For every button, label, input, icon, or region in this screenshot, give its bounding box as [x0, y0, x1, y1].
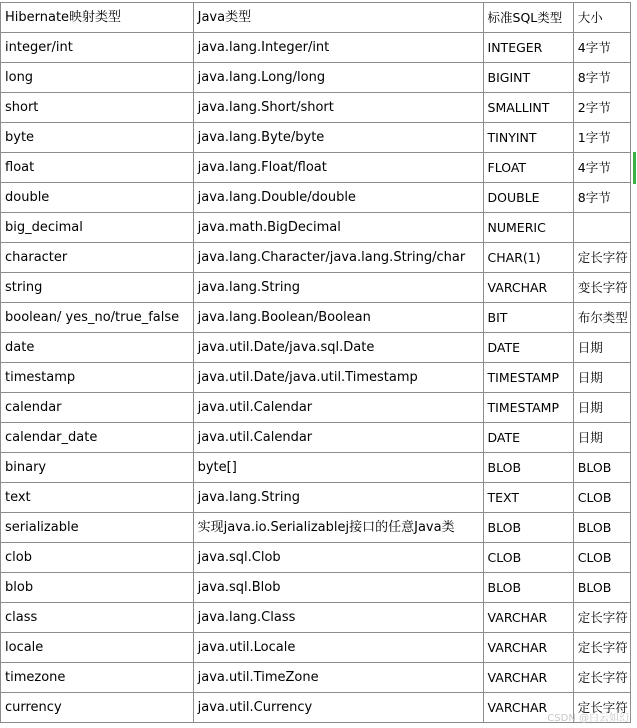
java-type-cell: java.lang.String [193, 273, 483, 303]
size-cell: 日期 [573, 333, 630, 363]
java-type-cell: java.lang.Short/short [193, 93, 483, 123]
sql-type-cell: DATE [483, 333, 573, 363]
table-row [1, 243, 631, 273]
size-cell: BLOB [573, 573, 630, 603]
java-type-cell: java.util.TimeZone [193, 663, 483, 693]
table-row [1, 393, 631, 423]
java-type-cell: java.sql.Blob [193, 573, 483, 603]
size-cell: 定长字符 [573, 663, 630, 693]
header-sql-type: 标准SQL类型 [483, 3, 573, 33]
java-type-cell: java.lang.Double/double [193, 183, 483, 213]
size-cell: 日期 [573, 393, 630, 423]
size-cell: 8字节 [573, 183, 630, 213]
table-row [1, 93, 631, 123]
table-row [1, 63, 631, 93]
table-row [1, 213, 631, 243]
hibernate-type-mapping-table [0, 2, 631, 723]
size-cell: 日期 [573, 363, 630, 393]
size-cell: 定长字符 [573, 633, 630, 663]
sql-type-cell: CLOB [483, 543, 573, 573]
sql-type-cell: CHAR(1) [483, 243, 573, 273]
java-type-cell: java.util.Calendar [193, 393, 483, 423]
hibernate-type-cell: currency [1, 693, 194, 723]
sql-type-cell: TEXT [483, 483, 573, 513]
hibernate-type-cell: timezone [1, 663, 194, 693]
table-header-row [1, 3, 631, 33]
hibernate-type-cell: short [1, 93, 194, 123]
sql-type-cell: BLOB [483, 453, 573, 483]
size-cell: CLOB [573, 543, 630, 573]
hibernate-type-cell: big_decimal [1, 213, 194, 243]
hibernate-type-cell: integer/int [1, 33, 194, 63]
table-row [1, 543, 631, 573]
size-cell: 定长字符 [573, 693, 630, 723]
table-row [1, 123, 631, 153]
hibernate-type-cell: locale [1, 633, 194, 663]
java-type-cell: java.lang.Boolean/Boolean [193, 303, 483, 333]
sql-type-cell: NUMERIC [483, 213, 573, 243]
table-row [1, 633, 631, 663]
java-type-cell: java.lang.String [193, 483, 483, 513]
java-type-cell: java.math.BigDecimal [193, 213, 483, 243]
size-cell: 变长字符 [573, 273, 630, 303]
hibernate-type-cell: byte [1, 123, 194, 153]
sql-type-cell: VARCHAR [483, 603, 573, 633]
table-row [1, 33, 631, 63]
hibernate-type-cell: date [1, 333, 194, 363]
hibernate-type-cell: class [1, 603, 194, 633]
java-type-cell: java.lang.Character/java.lang.String/char [193, 243, 483, 273]
table-row [1, 513, 631, 543]
size-cell: 8字节 [573, 63, 630, 93]
green-edge-marker [633, 152, 636, 184]
size-cell: BLOB [573, 513, 630, 543]
table-row [1, 303, 631, 333]
hibernate-type-cell: timestamp [1, 363, 194, 393]
java-type-cell: java.util.Date/java.util.Timestamp [193, 363, 483, 393]
table-body [1, 3, 631, 723]
table-row [1, 273, 631, 303]
hibernate-type-cell: long [1, 63, 194, 93]
sql-type-cell: BLOB [483, 513, 573, 543]
sql-type-cell: DATE [483, 423, 573, 453]
size-cell: 布尔类型 [573, 303, 630, 333]
watermark: CSDN @白云如幻 [547, 713, 629, 724]
table-row [1, 603, 631, 633]
java-type-cell: java.util.Date/java.sql.Date [193, 333, 483, 363]
sql-type-cell: VARCHAR [483, 273, 573, 303]
size-cell [573, 213, 630, 243]
sql-type-cell: VARCHAR [483, 693, 573, 723]
size-cell: 定长字符 [573, 243, 630, 273]
sql-type-cell: TIMESTAMP [483, 363, 573, 393]
size-cell: 1字节 [573, 123, 630, 153]
sql-type-cell: BLOB [483, 573, 573, 603]
hibernate-type-cell: calendar [1, 393, 194, 423]
size-cell: 4字节 [573, 33, 630, 63]
hibernate-type-cell: calendar_date [1, 423, 194, 453]
hibernate-type-cell: binary [1, 453, 194, 483]
java-type-cell: java.util.Locale [193, 633, 483, 663]
hibernate-type-cell: clob [1, 543, 194, 573]
hibernate-type-cell: string [1, 273, 194, 303]
java-type-cell: java.lang.Integer/int [193, 33, 483, 63]
table-row [1, 573, 631, 603]
sql-type-cell: VARCHAR [483, 663, 573, 693]
size-cell: BLOB [573, 453, 630, 483]
table-row [1, 663, 631, 693]
table-row [1, 183, 631, 213]
sql-type-cell: SMALLINT [483, 93, 573, 123]
sql-type-cell: DOUBLE [483, 183, 573, 213]
table-row [1, 333, 631, 363]
hibernate-type-cell: serializable [1, 513, 194, 543]
java-type-cell: java.lang.Class [193, 603, 483, 633]
size-cell: CLOB [573, 483, 630, 513]
java-type-cell: java.lang.Float/float [193, 153, 483, 183]
table-row [1, 453, 631, 483]
size-cell: 2字节 [573, 93, 630, 123]
size-cell: 4字节 [573, 153, 630, 183]
sql-type-cell: FLOAT [483, 153, 573, 183]
header-hibernate-type: Hibernate映射类型 [1, 3, 194, 33]
hibernate-type-cell: text [1, 483, 194, 513]
hibernate-type-cell: boolean/ yes_no/true_false [1, 303, 194, 333]
table-row [1, 693, 631, 723]
java-type-cell: java.util.Currency [193, 693, 483, 723]
sql-type-cell: INTEGER [483, 33, 573, 63]
header-java-type: Java类型 [193, 3, 483, 33]
hibernate-type-cell: double [1, 183, 194, 213]
java-type-cell: byte[] [193, 453, 483, 483]
java-type-cell: java.util.Calendar [193, 423, 483, 453]
java-type-cell: java.lang.Byte/byte [193, 123, 483, 153]
hibernate-type-cell: float [1, 153, 194, 183]
sql-type-cell: TIMESTAMP [483, 393, 573, 423]
size-cell: 定长字符 [573, 603, 630, 633]
sql-type-cell: BIGINT [483, 63, 573, 93]
java-type-cell: 实现java.io.Serializablej接口的任意Java类 [193, 513, 483, 543]
table-row [1, 423, 631, 453]
java-type-cell: java.sql.Clob [193, 543, 483, 573]
sql-type-cell: TINYINT [483, 123, 573, 153]
sql-type-cell: BIT [483, 303, 573, 333]
size-cell: 日期 [573, 423, 630, 453]
header-size: 大小 [573, 3, 630, 33]
table-row [1, 483, 631, 513]
hibernate-type-cell: blob [1, 573, 194, 603]
table-row [1, 153, 631, 183]
hibernate-type-cell: character [1, 243, 194, 273]
table-row [1, 363, 631, 393]
sql-type-cell: VARCHAR [483, 633, 573, 663]
java-type-cell: java.lang.Long/long [193, 63, 483, 93]
